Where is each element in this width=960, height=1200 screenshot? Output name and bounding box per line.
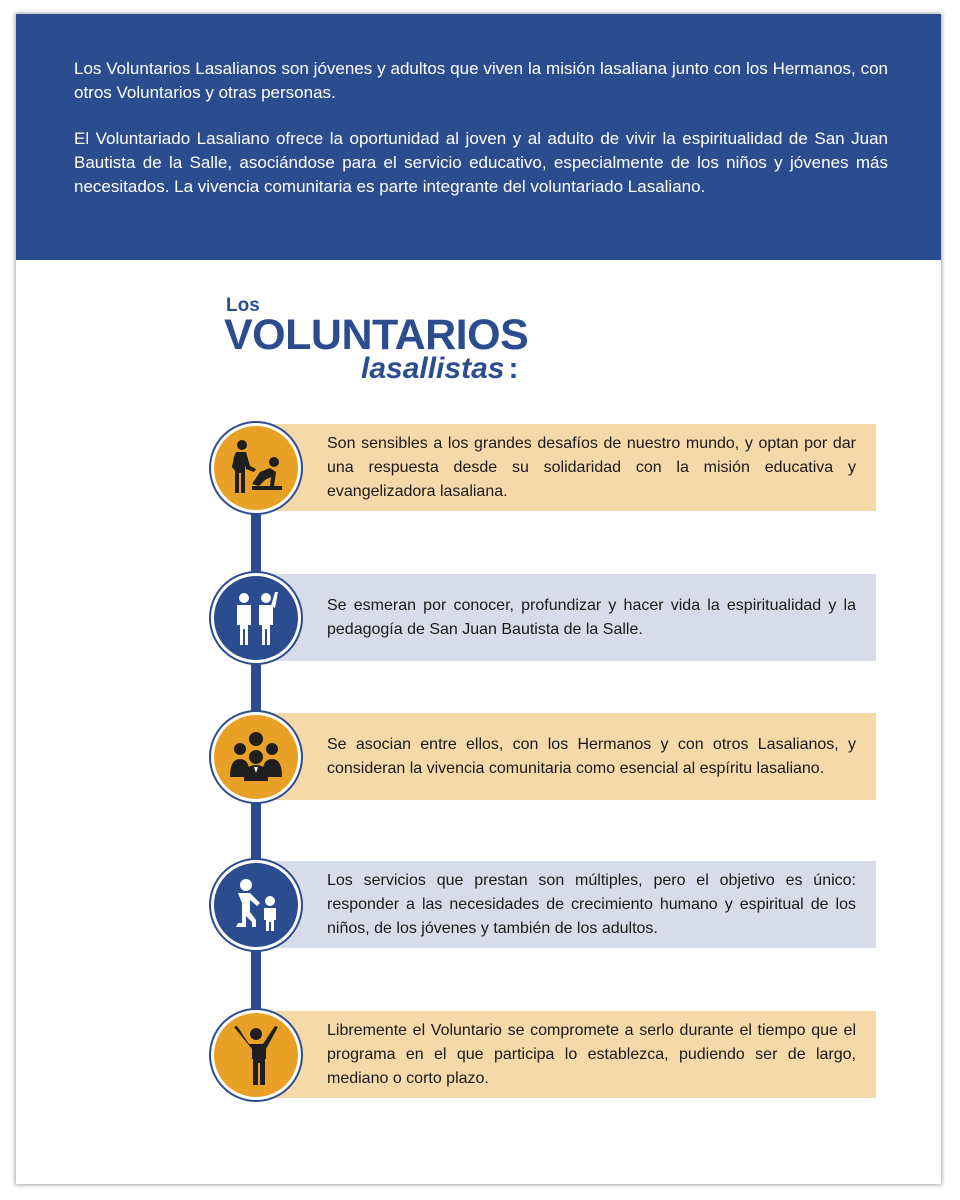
intro-paragraph-2: El Voluntariado Lasaliano ofrece la oportunidad al joven y al adulto de vivir la espiritualidad de San Juan Bautista de la Salle, asociándose para el servicio educativo, especialmente de los niños y jóvenes más necesitados. La vivencia comunitaria es parte integrante del voluntariado Lasaliano. bbox=[74, 129, 888, 196]
helping-fallen-person-icon bbox=[211, 423, 301, 513]
item-text: Se esmeran por conocer, profundizar y hacer vida la espiritualidad y la pedagogía de San Juan Bautista de la Salle. bbox=[327, 596, 856, 638]
item-text-box bbox=[256, 424, 876, 511]
item-text: Son sensibles a los grandes desafíos de nuestro mundo, y optan por dar una respuesta desde su solidaridad con la misión educativa y evangelizadora lasaliana. bbox=[327, 434, 856, 500]
heading-lasallistas-word: lasallistas bbox=[361, 352, 505, 385]
document-page bbox=[16, 14, 941, 1184]
item-text-box bbox=[256, 1011, 876, 1098]
adult-with-child-icon bbox=[211, 860, 301, 950]
item-text-box bbox=[256, 713, 876, 800]
intro-paragraph-1: Los Voluntarios Lasalianos son jóvenes y adultos que viven la misión lasaliana junto con los Hermanos, con otros Voluntarios y otras personas. bbox=[74, 59, 888, 102]
two-people-raising-hand-icon bbox=[211, 573, 301, 663]
heading-colon: : bbox=[508, 352, 519, 385]
item-text: Se asocian entre ellos, con los Hermanos y con otros Lasalianos, y consideran la vivencia comunitaria como esencial al espíritu lasaliano. bbox=[327, 735, 856, 777]
heading-lasallistas bbox=[361, 351, 518, 387]
item-text-box bbox=[256, 574, 876, 661]
item-text: Los servicios que prestan son múltiples, pero el objetivo es único: responder a las necesidades de crecimiento humano y espiritual de los niños, de los jóvenes y también de los adultos. bbox=[327, 871, 856, 937]
heading-los: Los bbox=[226, 295, 260, 316]
person-arms-raised-icon bbox=[211, 1010, 301, 1100]
group-of-people-icon bbox=[211, 712, 301, 802]
heading-voluntarios: VOLUNTARIOS bbox=[224, 311, 529, 359]
intro-banner bbox=[16, 14, 941, 260]
item-text: Libremente el Voluntario se compromete a serlo durante el tiempo que el programa en el que participa lo establezca, pudiendo ser de largo, mediano o corto plazo. bbox=[327, 1021, 856, 1087]
item-text-box bbox=[256, 861, 876, 948]
